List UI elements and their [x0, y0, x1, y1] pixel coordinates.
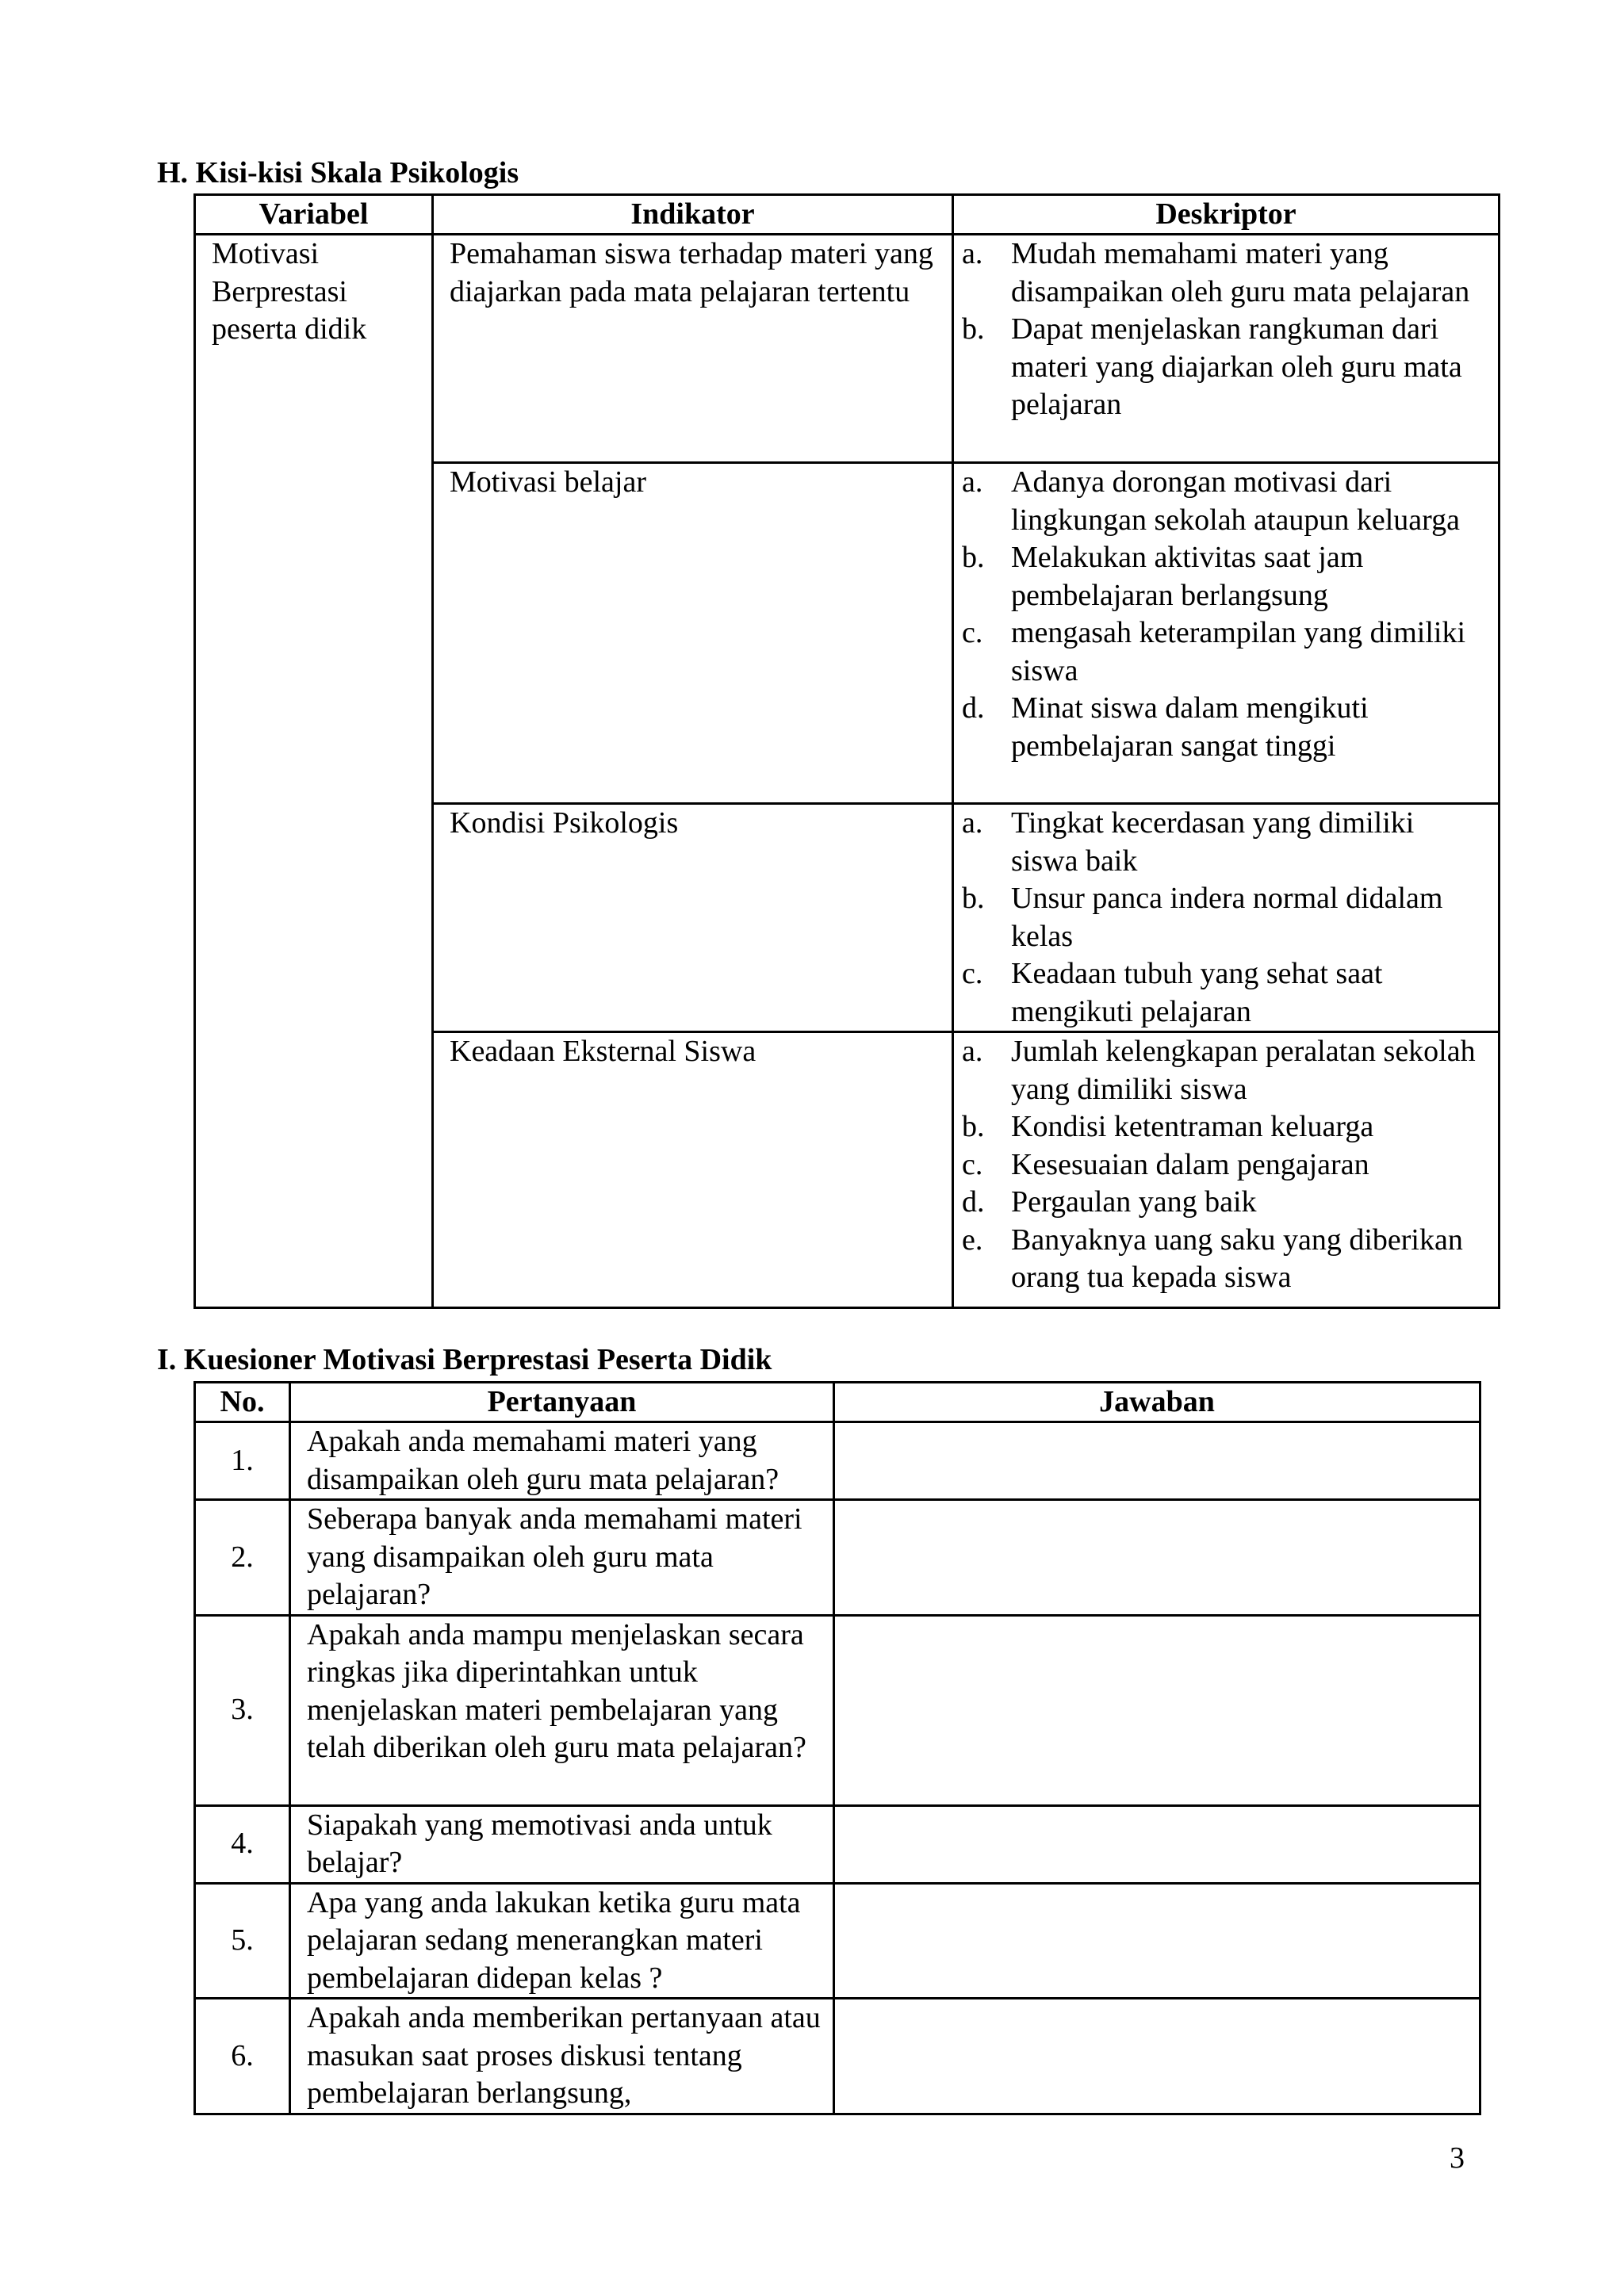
- item-text: Dapat menjelaskan rangkuman dari materi yang diajarkan oleh guru mata pelajaran: [1011, 312, 1462, 421]
- question-cell: Apa yang anda lakukan ketika guru mata pelajaran sedang menerangkan materi pembelajaran didepan kelas ?: [290, 1883, 834, 1999]
- question-cell: Apakah anda mampu menjelaskan secara ringkas jika diperintahkan untuk menjelaskan materi pembelajaran yang telah diberikan oleh guru mata pelajaran?: [290, 1615, 834, 1805]
- deskriptor-item: [962, 1222, 1477, 1297]
- item-letter: a.: [962, 237, 983, 270]
- question-cell: Seberapa banyak anda memahami materi yang disampaikan oleh guru mata pelajaran?: [290, 1500, 834, 1616]
- kuesioner-header-row: [195, 1383, 1480, 1422]
- item-letter: b.: [962, 882, 985, 915]
- deskriptor-item: [962, 880, 1477, 955]
- answer-cell[interactable]: [834, 1805, 1480, 1883]
- item-text: Kesesuaian dalam pengajaran: [1011, 1147, 1369, 1181]
- deskriptor-item: [962, 464, 1477, 539]
- deskriptor-item: [962, 311, 1477, 424]
- item-text: Tingkat kecerdasan yang dimiliki siswa baik: [1011, 806, 1415, 878]
- item-text: Unsur panca indera normal didalam kelas: [1011, 882, 1443, 953]
- kuesioner-table: [193, 1381, 1481, 2115]
- deskriptor-item: [962, 539, 1477, 614]
- kisi-header-row: [195, 195, 1500, 235]
- row-number: 3.: [195, 1615, 290, 1805]
- kisi-kisi-table: [193, 193, 1500, 1309]
- item-text: mengasah keterampilan yang dimiliki siswa: [1011, 616, 1466, 687]
- deskriptor-item: [962, 1146, 1477, 1184]
- item-text: Minat siswa dalam mengikuti pembelajaran sangat tinggi: [1011, 691, 1369, 763]
- indikator-cell: Kondisi Psikologis: [433, 804, 953, 1032]
- question-cell: Siapakah yang memotivasi anda untuk belajar?: [290, 1805, 834, 1883]
- row-number: 4.: [195, 1805, 290, 1883]
- item-letter: a.: [962, 1035, 983, 1068]
- table-row: [195, 1883, 1480, 1999]
- answer-cell[interactable]: [834, 1999, 1480, 2114]
- question-cell: Apakah anda memahami materi yang disampaikan oleh guru mata pelajaran?: [290, 1422, 834, 1500]
- deskriptor-item: [962, 805, 1477, 880]
- row-number: 1.: [195, 1422, 290, 1500]
- item-text: Adanya dorongan motivasi dari lingkungan sekolah ataupun keluarga: [1011, 465, 1460, 537]
- item-letter: c.: [962, 957, 983, 990]
- item-letter: a.: [962, 806, 983, 840]
- indikator-cell: Pemahaman siswa terhadap materi yang diajarkan pada mata pelajaran tertentu: [433, 235, 953, 463]
- deskriptor-item: [962, 1184, 1477, 1222]
- deskriptor-item: [962, 235, 1477, 311]
- section-i-heading: I. Kuesioner Motivasi Berprestasi Peserta Didik: [157, 1343, 772, 1376]
- question-cell: Apakah anda memberikan pertanyaan atau masukan saat proses diskusi tentang pembelajaran berlangsung,: [290, 1999, 834, 2114]
- item-text: Pergaulan yang baik: [1011, 1185, 1257, 1219]
- header-indikator: Indikator: [433, 195, 953, 235]
- table-row: [195, 1422, 1480, 1500]
- table-row: [195, 1999, 1480, 2114]
- item-text: Mudah memahami materi yang disampaikan oleh guru mata pelajaran: [1011, 237, 1470, 308]
- deskriptor-item: [962, 1108, 1477, 1146]
- item-text: Melakukan aktivitas saat jam pembelajaran berlangsung: [1011, 541, 1364, 612]
- table-row: [195, 1805, 1480, 1883]
- answer-cell[interactable]: [834, 1615, 1480, 1805]
- section-h-heading: H. Kisi-kisi Skala Psikologis: [157, 156, 519, 189]
- answer-cell[interactable]: [834, 1500, 1480, 1616]
- deskriptor-cell: [953, 463, 1500, 804]
- row-number: 5.: [195, 1883, 290, 1999]
- item-letter: a.: [962, 465, 983, 499]
- item-text: Jumlah kelengkapan peralatan sekolah yang dimiliki siswa: [1011, 1035, 1476, 1106]
- indikator-cell: Motivasi belajar: [433, 463, 953, 804]
- item-letter: e.: [962, 1223, 983, 1257]
- item-letter: b.: [962, 541, 985, 574]
- row-number: 6.: [195, 1999, 290, 2114]
- kisi-row: [195, 235, 1500, 463]
- table-row: [195, 1615, 1480, 1805]
- item-text: Kondisi ketentraman keluarga: [1011, 1110, 1374, 1143]
- item-letter: b.: [962, 312, 985, 346]
- deskriptor-item: [962, 955, 1477, 1031]
- deskriptor-cell: [953, 804, 1500, 1032]
- answer-cell[interactable]: [834, 1883, 1480, 1999]
- header-no: No.: [195, 1383, 290, 1422]
- indikator-cell: Keadaan Eksternal Siswa: [433, 1032, 953, 1308]
- header-deskriptor: Deskriptor: [953, 195, 1500, 235]
- header-pertanyaan: Pertanyaan: [290, 1383, 834, 1422]
- header-jawaban: Jawaban: [834, 1383, 1480, 1422]
- deskriptor-item: [962, 690, 1477, 765]
- item-letter: d.: [962, 691, 985, 725]
- item-text: Banyaknya uang saku yang diberikan orang tua kepada siswa: [1011, 1223, 1463, 1294]
- table-row: [195, 1500, 1480, 1616]
- variabel-cell: Motivasi Berprestasi peserta didik: [195, 235, 433, 1308]
- item-text: Keadaan tubuh yang sehat saat mengikuti pelajaran: [1011, 957, 1383, 1028]
- answer-cell[interactable]: [834, 1422, 1480, 1500]
- item-letter: c.: [962, 616, 983, 649]
- deskriptor-cell: [953, 235, 1500, 463]
- page-number: 3: [1450, 2141, 1465, 2175]
- deskriptor-item: [962, 614, 1477, 690]
- deskriptor-cell: [953, 1032, 1500, 1308]
- item-letter: d.: [962, 1185, 985, 1219]
- row-number: 2.: [195, 1500, 290, 1616]
- item-letter: c.: [962, 1147, 983, 1181]
- header-variabel: Variabel: [195, 195, 433, 235]
- item-letter: b.: [962, 1110, 985, 1143]
- deskriptor-item: [962, 1033, 1477, 1108]
